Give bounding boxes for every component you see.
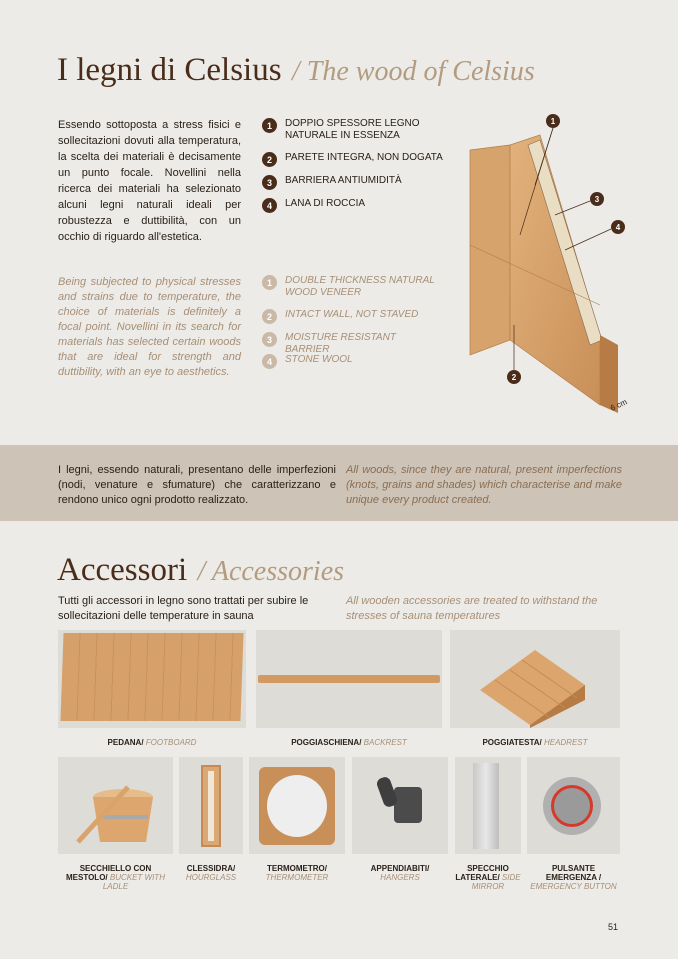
number-badge: 1	[262, 118, 277, 133]
layer-item-it-4	[262, 198, 442, 213]
band-text-english: All woods, since they are natural, present imperfections (knots, grains and shades) which characterise and make unique every product created.	[346, 464, 622, 506]
wall-front-face	[470, 145, 510, 355]
caption-backrest: POGGIASCHIENA/ BACKREST	[291, 738, 407, 747]
svg-text:4: 4	[615, 223, 621, 232]
caption-footboard: PEDANA/ FOOTBOARD	[107, 738, 197, 747]
mirror-image	[455, 757, 521, 854]
number-badge: 2	[262, 152, 277, 167]
band-text-italian: I legni, essendo naturali, presentano delle imperfezioni (nodi, venature e sfumature) che caratterizzano e rendono unico ogni prodotto realizzato.	[58, 464, 336, 506]
layer-item-en-2	[262, 309, 442, 324]
intro-english: Being subjected to physical stresses and strains due to temperature, the choice of materials is definitely a focal point. Novellini in its search for materials has selected certain woods that are ideal for strength and duttibility, with an eye to aesthetics.	[58, 276, 241, 378]
svg-text:3: 3	[594, 195, 600, 204]
wall-section-diagram	[440, 105, 640, 425]
layer-label: INTACT WALL, NOT STAVED	[285, 309, 419, 320]
number-badge: 4	[262, 198, 277, 213]
thickness-label: 6 cm	[609, 397, 629, 413]
number-badge: 1	[262, 275, 277, 290]
number-badge: 3	[262, 332, 277, 347]
hourglass-image	[179, 757, 243, 854]
layer-item-it-1	[262, 118, 442, 142]
page-title-translation: / The wood of Celsius	[292, 56, 535, 87]
bucket-image	[58, 757, 173, 854]
layer-label: STONE WOOL	[285, 354, 353, 365]
layer-label: MOISTURE RESISTANT BARRIER	[285, 332, 396, 355]
layer-item-en-4	[262, 354, 442, 369]
caption-hourglass: CLESSIDRA/ HOURGLASS	[185, 864, 237, 882]
headrest-image	[450, 630, 620, 728]
number-badge: 2	[262, 309, 277, 324]
caption-side-mirror: SPECCHIO LATERALE/ SIDE MIRROR	[455, 864, 521, 891]
footboard-image	[58, 630, 246, 728]
number-badge: 4	[262, 354, 277, 369]
layer-item-en-1	[262, 275, 442, 299]
caption-emergency-button: PULSANTE EMERGENZA / EMERGENCY BUTTON	[530, 864, 617, 891]
layer-label: DOUBLE THICKNESS NATURAL WOOD VENEER	[285, 275, 435, 298]
caption-hangers: APPENDIABITI/ HANGERS	[370, 864, 430, 882]
svg-text:1: 1	[550, 117, 556, 126]
svg-text:2: 2	[511, 373, 517, 382]
hanger-image	[352, 757, 448, 854]
backrest-image	[256, 630, 442, 728]
accessories-intro-english: All wooden accessories are treated to withstand the stresses of sauna temperatures	[346, 595, 598, 622]
caption-headrest: POGGIATESTA/ HEADREST	[482, 738, 588, 747]
intro-italian: Essendo sottoposta a stress fisici e sollecitazioni dovuti alla temperatura, la scelta dei materiali è decisamente un punto focale. Novellini nella ricerca dei materiali ha selezionato alcuni legni naturali ideali per robustezza e duttibilità, con un occhio di riguardo all'estetica.	[58, 119, 241, 243]
page-number: 51	[608, 922, 619, 932]
accessories-header	[57, 552, 344, 589]
accessories-intro-italian: Tutti gli accessori in legno sono trattati per subire le sollecitazioni delle temperature in sauna	[58, 595, 309, 622]
layer-item-it-3	[262, 175, 442, 190]
thermometer-image	[249, 757, 345, 854]
number-badge: 3	[262, 175, 277, 190]
emergency-button-image	[527, 757, 620, 854]
accessories-title: Accessori	[57, 552, 188, 588]
layer-label: LANA DI ROCCIA	[285, 198, 366, 209]
page-header	[57, 52, 535, 89]
layer-label: BARRIERA ANTIUMIDITÀ	[285, 175, 402, 186]
layer-item-en-3	[262, 332, 442, 356]
accessories-title-translation: / Accessories	[197, 556, 345, 587]
layer-label: DOPPIO SPESSORE LEGNO NATURALE IN ESSENZA	[285, 118, 420, 141]
page-title: I legni di Celsius	[57, 52, 282, 88]
caption-thermometer: TERMOMETRO/ THERMOMETER	[265, 864, 329, 882]
layer-label: PARETE INTEGRA, NON DOGATA	[285, 152, 443, 163]
layer-item-it-2	[262, 152, 462, 167]
caption-bucket: SECCHIELLO CON MESTOLO/ BUCKET WITH LADLE	[66, 864, 165, 891]
